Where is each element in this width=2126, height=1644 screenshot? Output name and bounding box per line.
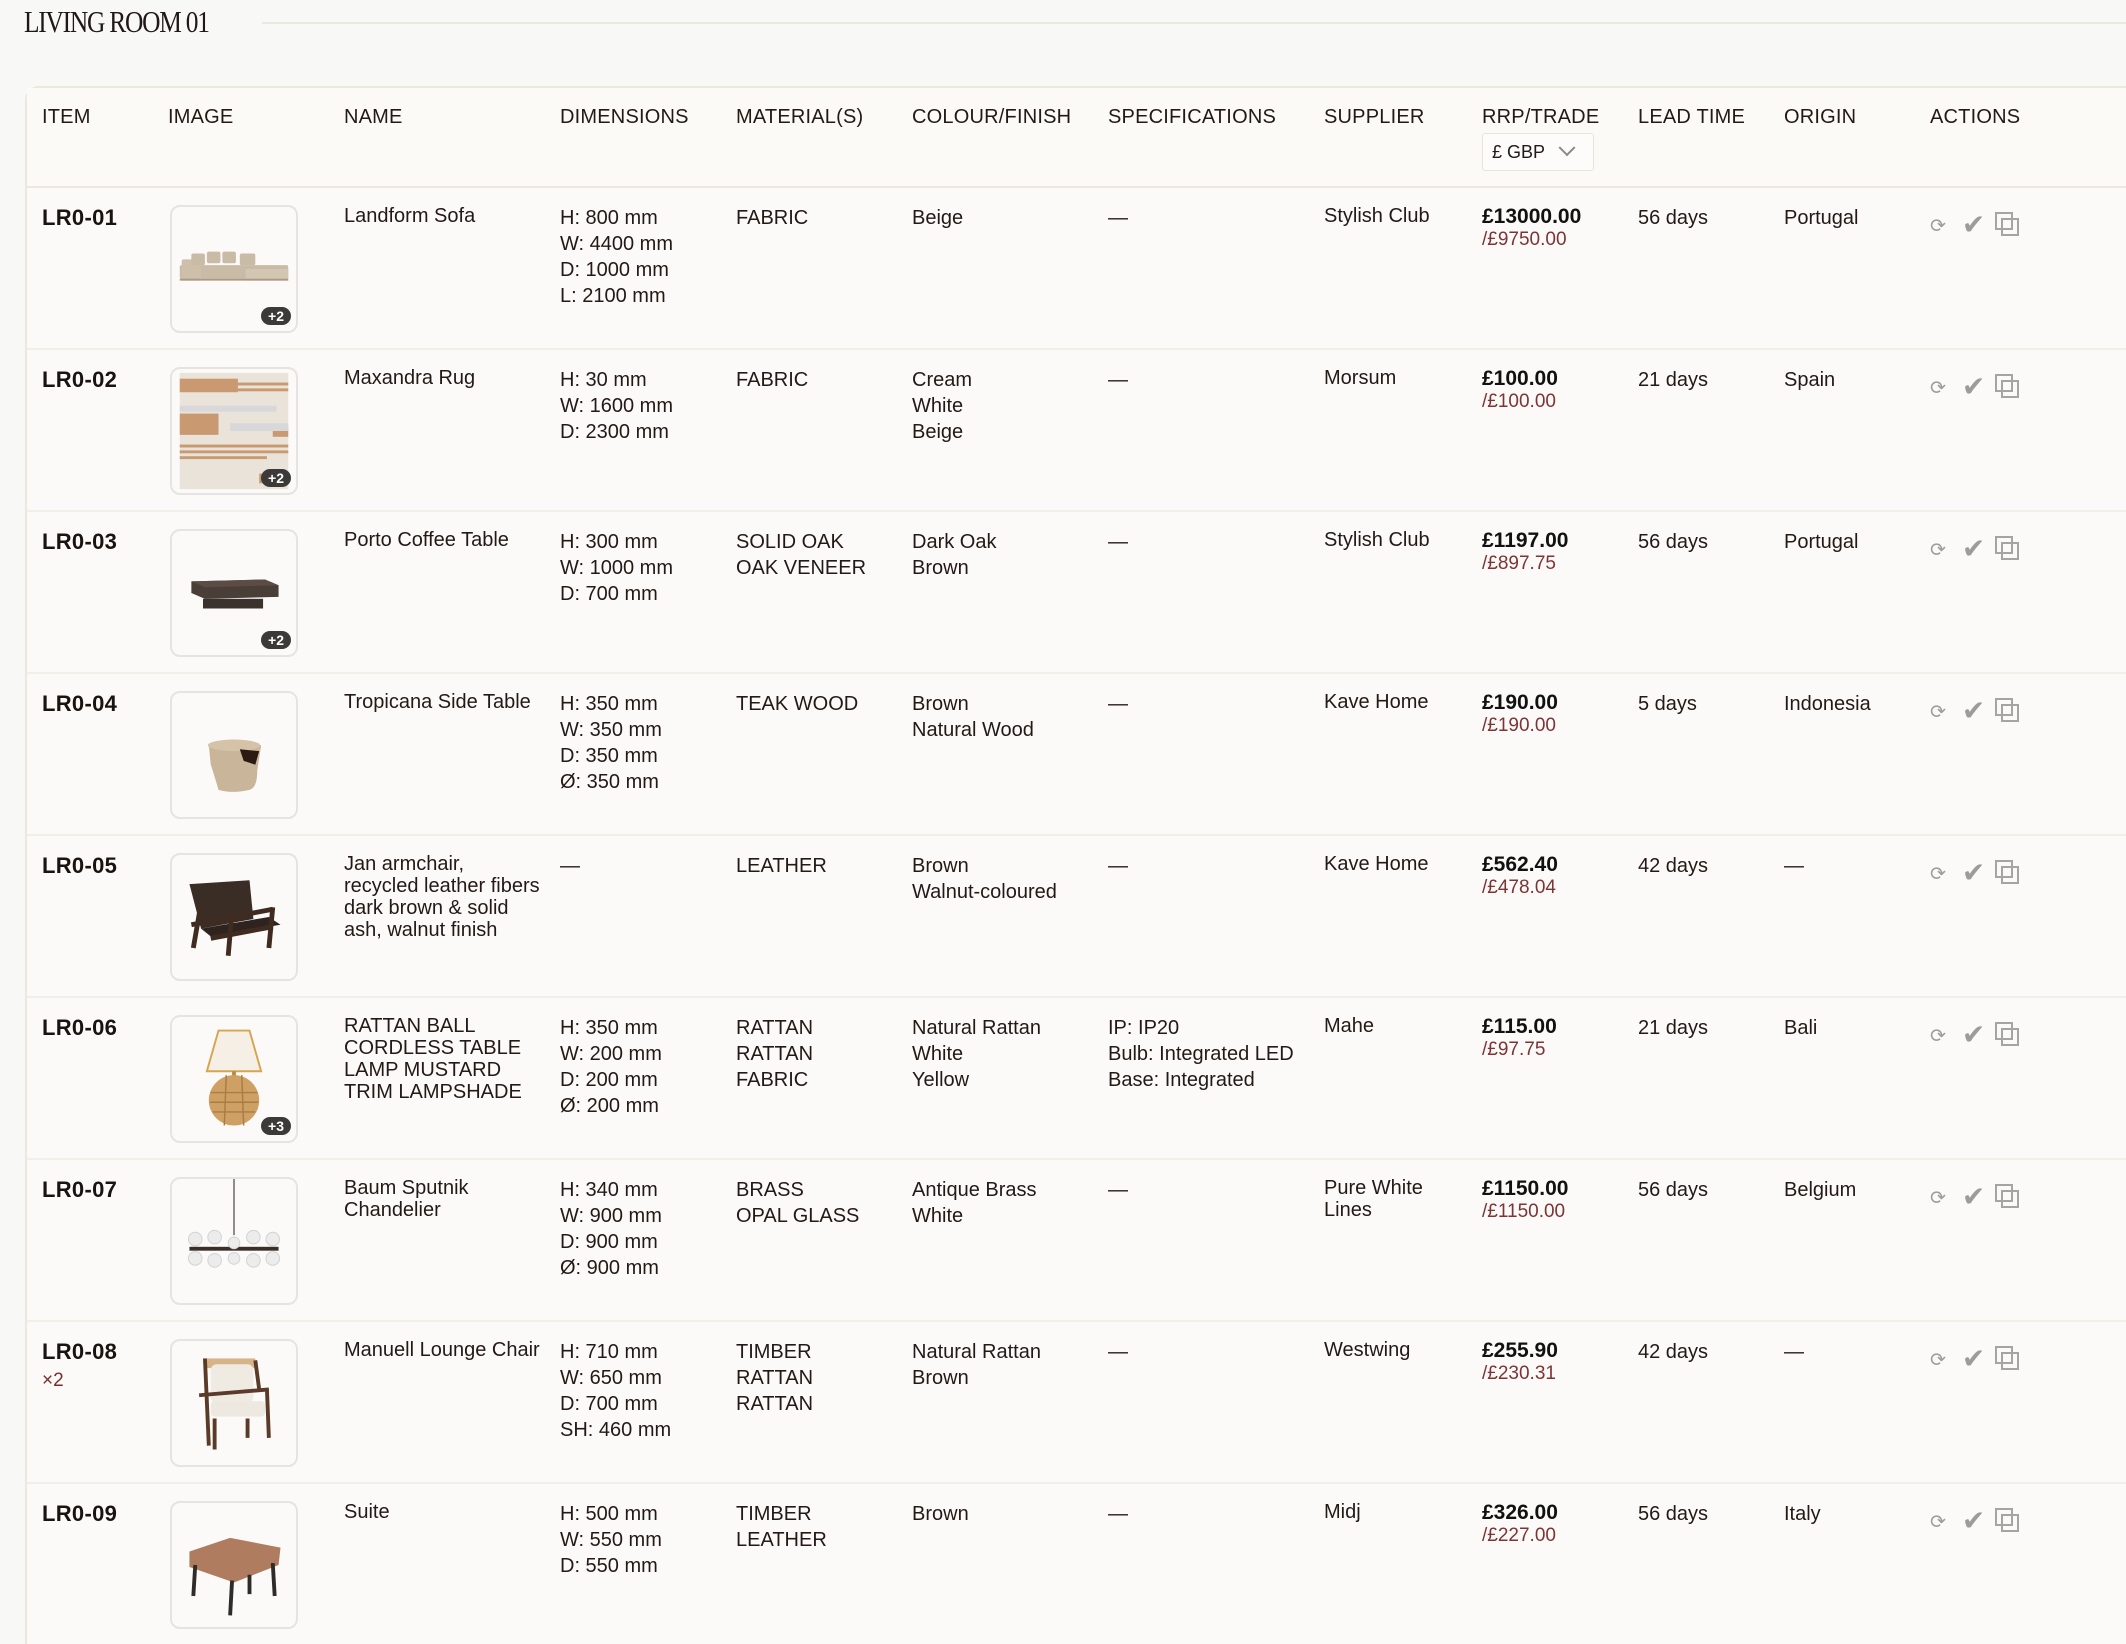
lead-time: 42 days	[1638, 1341, 1709, 1363]
item-code: LR0-07	[42, 1177, 118, 1202]
materials	[736, 1015, 813, 1093]
currency-select[interactable]	[1482, 133, 1594, 171]
rrp-price: £255.90	[1482, 1339, 1558, 1362]
product-name: Maxandra Rug	[344, 367, 476, 389]
materials	[736, 529, 866, 581]
item-quantity: ×2	[42, 1370, 64, 1391]
line: H: 350 mm	[560, 1017, 658, 1039]
line: —	[1108, 531, 1128, 553]
refresh-icon[interactable]: ⟳	[1930, 1512, 1946, 1533]
materials	[736, 367, 808, 393]
line: H: 300 mm	[560, 531, 658, 553]
lead-time: 42 days	[1638, 855, 1709, 877]
lead-time: 56 days	[1638, 207, 1709, 229]
price-cell	[1482, 529, 1568, 575]
header-specifications: SPECIFICATIONS	[1108, 106, 1277, 128]
materials	[736, 1339, 813, 1417]
copy-icon[interactable]	[1995, 1508, 2017, 1530]
row-actions	[1930, 1180, 2017, 1210]
line: —	[1108, 1503, 1128, 1525]
specifications	[1108, 529, 1128, 555]
lead-time: 21 days	[1638, 1017, 1709, 1039]
copy-icon[interactable]	[1995, 698, 2017, 720]
line: RATTAN	[736, 1367, 814, 1389]
product-image[interactable]	[170, 1501, 298, 1629]
product-name: Baum Sputnik Chandelier	[344, 1177, 469, 1221]
table-body	[27, 188, 2126, 1644]
chevron-down-icon	[1559, 139, 1576, 156]
check-icon[interactable]: ✔	[1961, 1343, 1986, 1374]
row-actions	[1930, 208, 2017, 238]
lead-time: 56 days	[1638, 1503, 1709, 1525]
header-origin: ORIGIN	[1784, 106, 1857, 128]
line: OAK VENEER	[736, 557, 867, 579]
product-name: Suite	[344, 1501, 390, 1523]
line: —	[1108, 693, 1128, 715]
copy-icon[interactable]	[1995, 1346, 2017, 1368]
refresh-icon[interactable]: ⟳	[1930, 378, 1946, 399]
line: White	[912, 1205, 964, 1227]
line: D: 700 mm	[560, 1393, 658, 1415]
row-actions	[1930, 370, 2017, 400]
header-image: IMAGE	[168, 106, 234, 128]
line: —	[1108, 1341, 1128, 1363]
line: Cream	[912, 369, 973, 391]
materials	[736, 1501, 827, 1553]
line: RATTAN	[736, 1393, 814, 1415]
table-header	[27, 88, 2126, 188]
product-image[interactable]	[170, 367, 298, 495]
copy-icon[interactable]	[1995, 374, 2017, 396]
extra-images-badge[interactable]: +3	[261, 1117, 291, 1135]
item-cell	[42, 367, 117, 394]
line: White	[912, 395, 964, 417]
dimensions	[560, 1339, 671, 1443]
line: W: 550 mm	[560, 1529, 662, 1551]
refresh-icon[interactable]: ⟳	[1930, 540, 1946, 561]
line: H: 350 mm	[560, 693, 658, 715]
trade-price: /£478.04	[1482, 877, 1556, 898]
line: Base: Integrated	[1108, 1069, 1255, 1091]
product-thumbnail-lounge-chair	[172, 1341, 296, 1465]
header-supplier: SUPPLIER	[1324, 106, 1425, 128]
line: W: 4400 mm	[560, 233, 673, 255]
origin: Portugal	[1784, 207, 1859, 229]
line: LEATHER	[736, 855, 827, 877]
copy-icon[interactable]	[1995, 860, 2017, 882]
rrp-price: £100.00	[1482, 367, 1558, 390]
item-cell	[42, 1015, 117, 1042]
check-icon[interactable]: ✔	[1961, 1019, 1986, 1050]
header-item: ITEM	[42, 106, 91, 128]
check-icon[interactable]: ✔	[1961, 857, 1986, 888]
supplier: Pure White Lines	[1324, 1177, 1423, 1221]
supplier: Stylish Club	[1324, 529, 1430, 551]
line: D: 900 mm	[560, 1231, 658, 1253]
product-image[interactable]	[170, 853, 298, 981]
lead-time: 21 days	[1638, 369, 1709, 391]
header-name: NAME	[344, 106, 403, 128]
dimensions	[560, 691, 662, 795]
line: Brown	[912, 1367, 969, 1389]
table-row	[27, 350, 2126, 512]
table-row	[27, 674, 2126, 836]
row-actions	[1930, 694, 2017, 724]
line: TEAK WOOD	[736, 693, 859, 715]
item-code: LR0-04	[42, 691, 118, 716]
line: Yellow	[912, 1069, 970, 1091]
check-icon[interactable]: ✔	[1961, 533, 1986, 564]
specifications	[1108, 691, 1128, 717]
trade-price: /£1150.00	[1482, 1201, 1566, 1222]
line: Beige	[912, 421, 964, 443]
line: SOLID OAK	[736, 531, 844, 553]
supplier: Stylish Club	[1324, 205, 1430, 227]
trade-price: /£230.31	[1482, 1363, 1556, 1384]
line: Natural Rattan	[912, 1017, 1041, 1039]
product-name: Jan armchair, recycled leather fibers dark brown & solid ash, walnut finish	[344, 853, 540, 941]
dimensions	[560, 1177, 662, 1281]
check-icon[interactable]: ✔	[1961, 209, 1986, 240]
specifications	[1108, 1177, 1128, 1203]
specifications	[1108, 205, 1128, 231]
line: FABRIC	[736, 1069, 809, 1091]
line: W: 350 mm	[560, 719, 662, 741]
line: Antique Brass	[912, 1179, 1037, 1201]
origin: Spain	[1784, 369, 1836, 391]
line: D: 2300 mm	[560, 421, 669, 443]
materials	[736, 1177, 859, 1229]
product-thumbnail-chandelier	[172, 1179, 296, 1303]
row-actions	[1930, 856, 2017, 886]
specifications	[1108, 1015, 1294, 1093]
item-cell	[42, 205, 117, 232]
rrp-price: £326.00	[1482, 1501, 1558, 1524]
item-code: LR0-02	[42, 367, 118, 392]
trade-price: /£227.00	[1482, 1525, 1556, 1546]
refresh-icon[interactable]: ⟳	[1930, 216, 1946, 237]
product-image[interactable]	[170, 529, 298, 657]
line: —	[1108, 369, 1128, 391]
line: Natural Wood	[912, 719, 1034, 741]
header-lead-time: LEAD TIME	[1638, 106, 1746, 128]
line: Beige	[912, 207, 964, 229]
line: Brown	[912, 557, 969, 579]
line: FABRIC	[736, 207, 809, 229]
row-actions	[1930, 1342, 2017, 1372]
refresh-icon[interactable]: ⟳	[1930, 702, 1946, 723]
extra-images-badge[interactable]: +2	[261, 307, 291, 325]
item-code: LR0-01	[42, 205, 118, 230]
lead-time: 56 days	[1638, 1179, 1709, 1201]
line: Walnut-coloured	[912, 881, 1057, 903]
product-name: Landform Sofa	[344, 205, 476, 227]
product-name: RATTAN BALL CORDLESS TABLE LAMP MUSTARD TRIM LAMPSHADE	[344, 1015, 522, 1103]
row-actions	[1930, 1504, 2017, 1534]
rrp-price: £562.40	[1482, 853, 1558, 876]
product-name: Tropicana Side Table	[344, 691, 531, 713]
item-cell	[42, 529, 117, 556]
line: LEATHER	[736, 1529, 827, 1551]
specifications	[1108, 367, 1128, 393]
line: Brown	[912, 693, 969, 715]
origin: Bali	[1784, 1017, 1818, 1039]
line: FABRIC	[736, 369, 809, 391]
line: Natural Rattan	[912, 1341, 1041, 1363]
refresh-icon[interactable]: ⟳	[1930, 1188, 1946, 1209]
colour-finish	[912, 1501, 969, 1527]
line: D: 350 mm	[560, 745, 658, 767]
section-header	[24, 0, 2126, 44]
price-cell	[1482, 1501, 1558, 1547]
trade-price: /£190.00	[1482, 715, 1556, 736]
currency-value: £ GBP	[1492, 141, 1546, 162]
lead-time: 56 days	[1638, 531, 1709, 553]
line: White	[912, 1043, 964, 1065]
line: W: 1000 mm	[560, 557, 673, 579]
line: —	[1108, 855, 1128, 877]
item-cell	[42, 1177, 117, 1204]
materials	[736, 205, 808, 231]
refresh-icon[interactable]: ⟳	[1930, 1350, 1946, 1371]
copy-icon[interactable]	[1995, 1022, 2017, 1044]
price-cell	[1482, 1015, 1557, 1061]
line: OPAL GLASS	[736, 1205, 860, 1227]
line: H: 710 mm	[560, 1341, 658, 1363]
title-divider	[262, 22, 2126, 24]
line: —	[560, 855, 580, 877]
item-code: LR0-05	[42, 853, 118, 878]
line: Ø: 200 mm	[560, 1095, 659, 1117]
line: SH: 460 mm	[560, 1419, 672, 1441]
table-row	[27, 836, 2126, 998]
header-dimensions: DIMENSIONS	[560, 106, 689, 128]
price-cell	[1482, 853, 1558, 899]
item-cell	[42, 691, 117, 718]
item-code: LR0-03	[42, 529, 118, 554]
header-actions: ACTIONS	[1930, 106, 2021, 128]
product-name: Porto Coffee Table	[344, 529, 509, 551]
line: W: 650 mm	[560, 1367, 662, 1389]
supplier: Morsum	[1324, 367, 1397, 389]
copy-icon[interactable]	[1995, 212, 2017, 234]
table-row	[27, 512, 2126, 674]
trade-price: /£9750.00	[1482, 229, 1567, 250]
line: W: 900 mm	[560, 1205, 662, 1227]
item-code: LR0-08	[42, 1339, 118, 1364]
origin: Italy	[1784, 1503, 1821, 1525]
dimensions	[560, 205, 673, 309]
product-image[interactable]	[170, 691, 298, 819]
extra-images-badge[interactable]: +2	[261, 469, 291, 487]
header-colour: COLOUR/FINISH	[912, 106, 1072, 128]
line: D: 700 mm	[560, 583, 658, 605]
line: Bulb: Integrated LED	[1108, 1043, 1294, 1065]
page-title: LIVING ROOM 01	[24, 4, 209, 39]
item-code: LR0-06	[42, 1015, 118, 1040]
trade-price: /£97.75	[1482, 1039, 1546, 1060]
copy-icon[interactable]	[1995, 1184, 2017, 1206]
origin: —	[1784, 1341, 1804, 1363]
line: TIMBER	[736, 1503, 812, 1525]
product-thumbnail-side-table	[172, 693, 296, 817]
supplier: Westwing	[1324, 1339, 1411, 1361]
line: Ø: 350 mm	[560, 771, 659, 793]
price-cell	[1482, 691, 1558, 737]
rrp-price: £1150.00	[1482, 1177, 1569, 1200]
price-cell	[1482, 1339, 1558, 1385]
line: Dark Oak	[912, 531, 997, 553]
line: RATTAN	[736, 1017, 814, 1039]
materials	[736, 853, 827, 879]
line: Ø: 900 mm	[560, 1257, 659, 1279]
specifications	[1108, 1339, 1128, 1365]
line: W: 200 mm	[560, 1043, 662, 1065]
table-row	[27, 998, 2126, 1160]
price-cell	[1482, 1177, 1568, 1223]
table-row	[27, 1484, 2126, 1644]
rrp-price: £190.00	[1482, 691, 1558, 714]
line: W: 1600 mm	[560, 395, 673, 417]
price-cell	[1482, 205, 1581, 251]
colour-finish	[912, 529, 996, 581]
colour-finish	[912, 1177, 1037, 1229]
lead-time: 5 days	[1638, 693, 1697, 715]
refresh-icon[interactable]: ⟳	[1930, 864, 1946, 885]
line: —	[1108, 207, 1128, 229]
product-image[interactable]	[170, 1015, 298, 1143]
check-icon[interactable]: ✔	[1961, 695, 1986, 726]
table-row	[27, 1322, 2126, 1484]
row-actions	[1930, 1018, 2017, 1048]
dimensions	[560, 529, 673, 607]
product-image[interactable]	[170, 1339, 298, 1467]
specifications	[1108, 1501, 1128, 1527]
item-cell	[42, 1501, 117, 1528]
supplier: Midj	[1324, 1501, 1361, 1523]
line: Brown	[912, 1503, 969, 1525]
trade-price: /£100.00	[1482, 391, 1556, 412]
line: H: 30 mm	[560, 369, 647, 391]
materials	[736, 691, 858, 717]
item-cell	[42, 853, 117, 880]
copy-icon[interactable]	[1995, 536, 2017, 558]
product-thumbnail-square-table	[172, 1503, 296, 1627]
colour-finish	[912, 367, 972, 445]
item-code: LR0-09	[42, 1501, 118, 1526]
rrp-price: £1197.00	[1482, 529, 1569, 552]
line: —	[1108, 1179, 1128, 1201]
product-thumbnail-armchair	[172, 855, 296, 979]
rrp-price: £115.00	[1482, 1015, 1557, 1038]
line: H: 500 mm	[560, 1503, 658, 1525]
line: Brown	[912, 855, 969, 877]
header-price: RRP/TRADE	[1482, 106, 1600, 128]
check-icon[interactable]: ✔	[1961, 1505, 1986, 1536]
table-row	[27, 1160, 2126, 1322]
line: TIMBER	[736, 1341, 812, 1363]
check-icon[interactable]: ✔	[1961, 1181, 1986, 1212]
origin: Belgium	[1784, 1179, 1857, 1201]
supplier: Kave Home	[1324, 853, 1429, 875]
product-name: Manuell Lounge Chair	[344, 1339, 540, 1361]
schedule-table	[25, 86, 2126, 1644]
colour-finish	[912, 1339, 1041, 1391]
line: H: 800 mm	[560, 207, 658, 229]
supplier: Mahe	[1324, 1015, 1375, 1037]
dimensions	[560, 1015, 662, 1119]
price-cell	[1482, 367, 1558, 413]
line: RATTAN	[736, 1043, 814, 1065]
table-row	[27, 188, 2126, 350]
colour-finish	[912, 853, 1057, 905]
refresh-icon[interactable]: ⟳	[1930, 1026, 1946, 1047]
colour-finish	[912, 1015, 1041, 1093]
product-image[interactable]	[170, 1177, 298, 1305]
colour-finish	[912, 691, 1034, 743]
row-actions	[1930, 532, 2017, 562]
supplier: Kave Home	[1324, 691, 1429, 713]
check-icon[interactable]: ✔	[1961, 371, 1986, 402]
origin: Indonesia	[1784, 693, 1871, 715]
rrp-price: £13000.00	[1482, 205, 1582, 228]
trade-price: /£897.75	[1482, 553, 1556, 574]
line: L: 2100 mm	[560, 285, 666, 307]
line: H: 340 mm	[560, 1179, 658, 1201]
line: D: 200 mm	[560, 1069, 658, 1091]
dimensions	[560, 367, 673, 445]
extra-images-badge[interactable]: +2	[261, 631, 291, 649]
line: D: 550 mm	[560, 1555, 658, 1577]
item-cell	[42, 1339, 117, 1394]
origin: Portugal	[1784, 531, 1859, 553]
origin: —	[1784, 855, 1804, 877]
colour-finish	[912, 205, 963, 231]
line: IP: IP20	[1108, 1017, 1180, 1039]
dimensions	[560, 1501, 662, 1579]
line: D: 1000 mm	[560, 259, 669, 281]
specifications	[1108, 853, 1128, 879]
product-image[interactable]	[170, 205, 298, 333]
header-materials: MATERIAL(S)	[736, 106, 864, 128]
dimensions	[560, 853, 580, 879]
line: BRASS	[736, 1179, 804, 1201]
